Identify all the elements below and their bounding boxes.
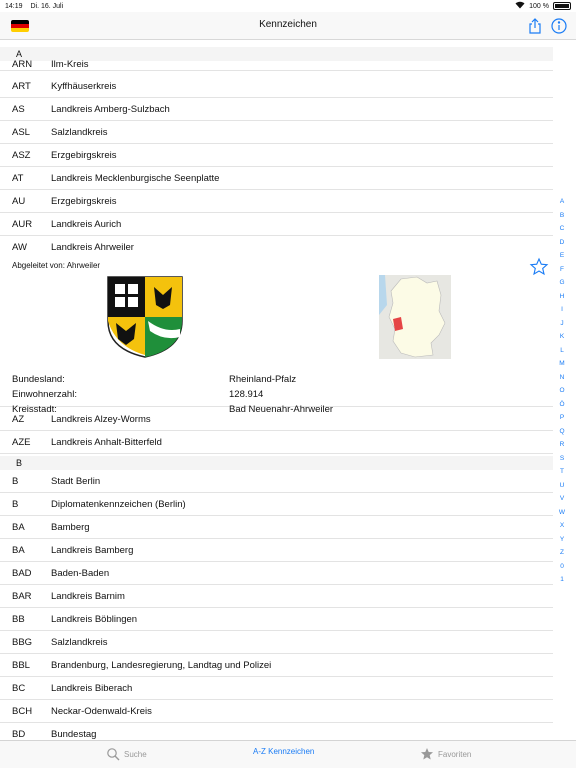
license-plate-list: [0, 40, 576, 740]
index-letter[interactable]: L: [560, 346, 564, 354]
list-item[interactable]: AZE Landkreis Anhalt-Bitterfeld: [0, 431, 553, 454]
alphabet-index[interactable]: [554, 195, 570, 587]
population-label: Einwohnerzahl:: [12, 389, 77, 400]
state-label: Bundesland:: [12, 374, 65, 385]
index-letter[interactable]: M: [559, 360, 565, 367]
list-item-expanded[interactable]: AW Landkreis Ahrweiler: [12, 242, 134, 253]
tab-favorites-label: Favoriten: [438, 749, 472, 759]
index-letter[interactable]: 1: [560, 576, 564, 583]
star-icon: [420, 747, 434, 761]
tab-az-label: A-Z Kennzeichen: [253, 747, 315, 756]
seat-value: Bad Neuenahr-Ahrweiler: [229, 404, 334, 415]
list-item[interactable]: AU Erzgebirgskreis: [0, 190, 553, 213]
index-letter[interactable]: G: [559, 279, 565, 286]
index-letter[interactable]: D: [559, 238, 565, 246]
index-letter[interactable]: K: [559, 333, 565, 340]
search-icon: [106, 747, 120, 761]
location-map-image: [379, 275, 451, 359]
tab-bar: [0, 740, 576, 768]
index-letter[interactable]: W: [558, 508, 566, 516]
index-letter[interactable]: I: [561, 306, 563, 313]
list-item[interactable]: ASZ Erzgebirgskreis: [0, 144, 553, 167]
list-item[interactable]: AZ Landkreis Alzey-Worms: [0, 408, 553, 431]
list-item[interactable]: BB Landkreis Böblingen: [0, 608, 553, 631]
index-letter[interactable]: 0: [560, 562, 564, 570]
info-icon[interactable]: [550, 17, 568, 35]
list-item[interactable]: BD Bundestag: [0, 723, 553, 740]
state-value: Rheinland-Pfalz: [229, 374, 297, 385]
index-letter[interactable]: V: [559, 495, 565, 502]
index-letter[interactable]: F: [560, 265, 564, 273]
index-letter[interactable]: B: [559, 211, 565, 219]
status-time: 14:19: [5, 2, 23, 10]
index-letter[interactable]: N: [559, 373, 565, 381]
index-letter[interactable]: O: [559, 387, 565, 394]
index-letter[interactable]: S: [559, 454, 565, 462]
derived-from-label: Abgeleitet von: Ahrweiler: [12, 261, 101, 270]
list-item[interactable]: ARN Ilm-Kreis: [0, 53, 553, 71]
index-letter[interactable]: U: [559, 481, 565, 489]
index-letter[interactable]: E: [559, 252, 565, 259]
list-item[interactable]: BA Landkreis Bamberg: [0, 539, 553, 562]
detail-panel: [0, 257, 553, 415]
seat-label: Kreisstadt:: [12, 404, 57, 415]
index-letter[interactable]: Z: [560, 549, 564, 556]
tab-az[interactable]: [253, 747, 314, 756]
coat-of-arms-image: [106, 275, 184, 359]
list-item[interactable]: BAR Landkreis Barnim: [0, 585, 553, 608]
index-letter[interactable]: P: [559, 414, 565, 421]
index-letter[interactable]: Y: [559, 535, 565, 543]
page-title: Kennzeichen: [259, 19, 317, 30]
index-letter[interactable]: X: [559, 522, 565, 529]
battery-icon: [553, 2, 571, 10]
index-letter[interactable]: J: [560, 319, 564, 327]
status-bar: [0, 0, 576, 12]
index-letter[interactable]: Ö: [559, 400, 565, 408]
list-item[interactable]: BA Bamberg: [0, 516, 553, 539]
status-date: Di. 16. Juli: [30, 2, 64, 10]
section-header-b: B: [0, 456, 553, 470]
list-item[interactable]: BAD Baden-Baden: [0, 562, 553, 585]
list-item[interactable]: BBL Brandenburg, Landesregierung, Landtag und Polizei: [0, 654, 553, 677]
wifi-icon: [515, 1, 525, 11]
index-letter[interactable]: R: [559, 441, 565, 448]
population-value: 128.914: [229, 389, 264, 400]
battery-percent: 100 %: [529, 2, 549, 10]
list-item[interactable]: AS Landkreis Amberg-Sulzbach: [0, 98, 553, 121]
favorite-star-icon[interactable]: [529, 257, 549, 277]
list-item[interactable]: B Stadt Berlin: [0, 470, 553, 493]
list-item[interactable]: AT Landkreis Mecklenburgische Seenplatte: [0, 167, 553, 190]
list-item[interactable]: B Diplomatenkennzeichen (Berlin): [0, 493, 553, 516]
index-letter[interactable]: H: [559, 292, 565, 300]
list-item[interactable]: ART Kyffhäuserkreis: [0, 75, 553, 98]
index-letter[interactable]: Q: [559, 427, 565, 435]
list-item[interactable]: ASL Salzlandkreis: [0, 121, 553, 144]
list-item[interactable]: AUR Landkreis Aurich: [0, 213, 553, 236]
list-item[interactable]: BC Landkreis Biberach: [0, 677, 553, 700]
tab-search-label: Suche: [124, 749, 147, 759]
list-item[interactable]: BBG Salzlandkreis: [0, 631, 553, 654]
share-icon[interactable]: [526, 17, 544, 35]
navigation-bar: [0, 12, 576, 40]
section-header-a: A: [0, 47, 553, 61]
list-item[interactable]: BCH Neckar-Odenwald-Kreis: [0, 700, 553, 723]
index-letter[interactable]: C: [559, 225, 565, 232]
index-letter[interactable]: T: [560, 468, 564, 475]
tab-favorites[interactable]: [420, 747, 471, 761]
index-letter[interactable]: A: [559, 198, 565, 205]
tab-search[interactable]: [106, 747, 147, 761]
